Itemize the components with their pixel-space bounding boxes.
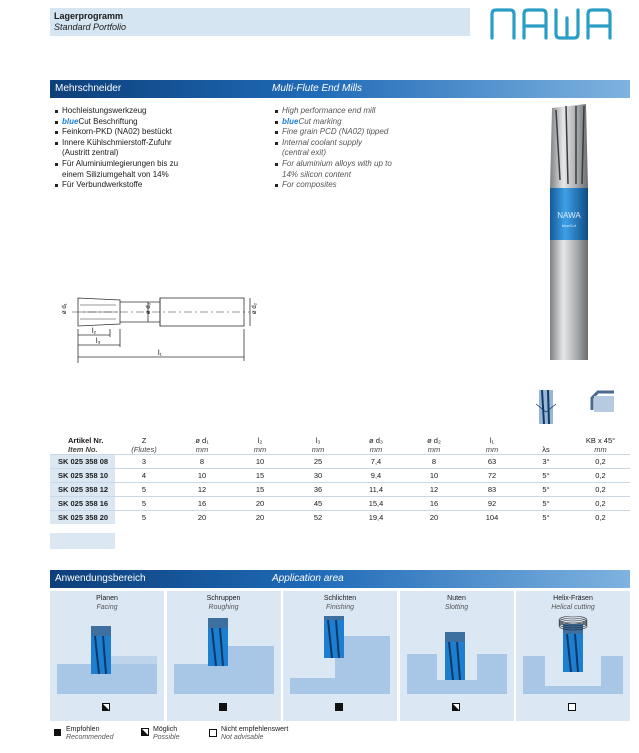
- feature-item-continued: (Austritt zentral): [62, 148, 119, 158]
- table-cell: 8: [405, 455, 463, 469]
- table-cell: 10: [173, 469, 231, 483]
- table-cell: 36: [289, 483, 347, 497]
- table-cell: 10: [405, 469, 463, 483]
- section-bar-application: [50, 570, 630, 588]
- table-cell: 25: [289, 455, 347, 469]
- item-number-cell: SK 025 358 16: [50, 497, 115, 511]
- catalog-subtitle: Standard Portfolio: [54, 22, 127, 32]
- features-list-de: [55, 106, 255, 191]
- col-header-d2: ø d₂ mm: [427, 436, 441, 454]
- table-cell: 9,4: [347, 469, 405, 483]
- tool-brand-label: NAWA: [557, 211, 581, 220]
- table-cell: 5°: [521, 483, 571, 497]
- application-illustration: [407, 616, 507, 694]
- col-header-l2: l₂ mm: [253, 436, 267, 454]
- table-cell: 5°: [521, 511, 571, 525]
- dim-l2-label: l₂: [92, 328, 97, 335]
- feature-item-continued: (central exit): [282, 148, 327, 158]
- possible-symbol-icon: [141, 728, 149, 736]
- application-name-de: Helix-Fräsen: [553, 595, 593, 602]
- table-cell: 7,4: [347, 455, 405, 469]
- application-illustration: [523, 616, 623, 694]
- recommended-symbol-icon: [54, 729, 61, 736]
- legend-item-not-advisable: Nicht empfehlenswert Not advisable: [209, 726, 288, 742]
- table-cell: 8: [173, 455, 231, 469]
- tool-bluecut-label: blueCut: [562, 223, 576, 228]
- application-helical-cutting: [516, 591, 630, 721]
- table-cell: 15: [231, 483, 289, 497]
- table-cell: 19,4: [347, 511, 405, 525]
- application-name-de: Schruppen: [206, 595, 241, 602]
- legend-item-possible: Möglich Possible: [141, 726, 179, 742]
- item-number-cell: SK 025 358 10: [50, 469, 115, 483]
- legend-item-recommended: Empfohlen Recommended: [54, 726, 113, 742]
- table-cell: 15,4: [347, 497, 405, 511]
- application-name-de: Planen: [96, 595, 118, 602]
- table-header-row: [50, 432, 630, 455]
- table-cell: 12: [173, 483, 231, 497]
- col-header-l3: l₃ mm: [311, 436, 325, 454]
- section-title-en: Multi-Flute End Mills: [272, 83, 363, 94]
- application-name-en: Helical cutting: [551, 604, 595, 611]
- section-title-de: Anwendungsbereich: [55, 573, 146, 584]
- application-name-en: Facing: [96, 604, 118, 611]
- table-cell: 0,2: [571, 469, 630, 483]
- features-list-en: [275, 106, 475, 191]
- col-header-l1: l₁ mm: [485, 436, 499, 454]
- application-name-de: Nuten: [447, 595, 466, 602]
- feature-item: Hochleistungswerkzeug: [55, 106, 255, 117]
- table-cell: 5°: [521, 469, 571, 483]
- tool-dimension-drawing: [50, 285, 270, 365]
- table-cell: 0,2: [571, 511, 630, 525]
- table-cell: 104: [463, 511, 521, 525]
- table-cell: 52: [289, 511, 347, 525]
- feature-item-continued: einem Siliziumgehalt von 14%: [62, 169, 169, 179]
- application-illustration: [174, 616, 274, 694]
- table-cell: 3°: [521, 455, 571, 469]
- col-header-flutes: Z (Flutes): [131, 436, 157, 454]
- not-advisable-symbol-icon: [209, 729, 217, 737]
- recommended-symbol-icon: [335, 703, 343, 711]
- feature-item: For aluminium alloys with up to: [275, 159, 475, 170]
- application-name-en: Slotting: [444, 604, 469, 611]
- section-bar-multi-flute: [50, 80, 630, 98]
- table-cell: 0,2: [571, 497, 630, 511]
- dim-d3-label: ø d₃: [146, 302, 152, 314]
- table-cell: 16: [405, 497, 463, 511]
- section-title-en: Application area: [272, 573, 344, 584]
- item-number-cell: SK 025 358 12: [50, 483, 115, 497]
- application-slotting: [400, 591, 514, 721]
- helix-angle-icon: [533, 386, 559, 428]
- application-finishing: [283, 591, 397, 721]
- table-cell: 30: [289, 469, 347, 483]
- table-cell: 20: [231, 511, 289, 525]
- table-cell: 4: [115, 469, 173, 483]
- nawa-logo: [488, 4, 634, 44]
- feature-item: Für Verbundwerkstoffe: [55, 180, 255, 191]
- feature-item: High performance end mill: [275, 106, 475, 117]
- table-cell: 0,2: [571, 483, 630, 497]
- feature-item: Internal coolant supply: [275, 138, 475, 149]
- product-table: [50, 432, 630, 524]
- application-facing: [50, 591, 164, 721]
- item-number-cell: SK 025 358 08: [50, 455, 115, 469]
- table-cell: 20: [173, 511, 231, 525]
- catalog-title: Lagerprogramm: [54, 11, 124, 21]
- end-mill-photo: [540, 100, 600, 365]
- table-row: [50, 497, 630, 511]
- table-footer-spacer: [50, 533, 115, 549]
- header-banner: [50, 8, 470, 36]
- feature-item: Fine grain PCD (NA02) tipped: [275, 127, 475, 138]
- table-row: [50, 511, 630, 525]
- table-cell: 12: [405, 483, 463, 497]
- table-cell: 63: [463, 455, 521, 469]
- dim-d1-label: ø d₁: [62, 303, 68, 314]
- table-cell: 5: [115, 511, 173, 525]
- table-cell: 3: [115, 455, 173, 469]
- application-name-en: Roughing: [208, 604, 239, 611]
- feature-item: blueCut Beschriftung: [55, 117, 255, 128]
- feature-item: Innere Kühlschmierstoff-Zufuhr: [55, 138, 255, 149]
- section-title-de: Mehrschneider: [55, 83, 122, 94]
- col-header-d1: ø d₁ mm: [195, 436, 209, 454]
- application-name-de: Schlichten: [323, 595, 357, 602]
- possible-symbol-icon: [452, 703, 460, 711]
- dim-l3-label: l₃: [96, 338, 101, 345]
- feature-item: Für Aluminiumlegierungen bis zu: [55, 159, 255, 170]
- table-cell: 5: [115, 483, 173, 497]
- possible-symbol-icon: [102, 703, 110, 711]
- table-cell: 16: [173, 497, 231, 511]
- application-roughing: [167, 591, 281, 721]
- table-cell: 5: [115, 497, 173, 511]
- table-cell: 20: [405, 511, 463, 525]
- recommended-symbol-icon: [219, 703, 227, 711]
- table-cell: 5°: [521, 497, 571, 511]
- table-cell: 92: [463, 497, 521, 511]
- feature-item: Feinkorn-PKD (NA02) bestückt: [55, 127, 255, 138]
- table-cell: 0,2: [571, 455, 630, 469]
- table-cell: 10: [231, 455, 289, 469]
- col-header-kb: KB x 45° mm: [585, 436, 616, 454]
- feature-item: For composites: [275, 180, 475, 191]
- table-cell: 45: [289, 497, 347, 511]
- col-header-d3: ø d₃ mm: [369, 436, 383, 454]
- table-cell: 83: [463, 483, 521, 497]
- table-row: [50, 455, 630, 469]
- item-number-cell: SK 025 358 20: [50, 511, 115, 525]
- table-cell: 20: [231, 497, 289, 511]
- col-header-lambda: λs: [542, 445, 550, 454]
- table-row: [50, 483, 630, 497]
- application-name-en: Finishing: [325, 604, 354, 611]
- application-illustration: [57, 616, 157, 694]
- feature-item: blueCut marking: [275, 117, 475, 128]
- table-row: [50, 469, 630, 483]
- table-cell: 11,4: [347, 483, 405, 497]
- not-advisable-symbol-icon: [568, 703, 576, 711]
- dim-d2-label: ø d₂: [252, 303, 258, 314]
- col-header-item: Artikel Nr. Item No.: [68, 436, 104, 454]
- chamfer-icon: [590, 390, 616, 414]
- feature-item-continued: 14% silicon content: [282, 169, 351, 179]
- application-grid: [50, 591, 630, 721]
- table-cell: 72: [463, 469, 521, 483]
- table-cell: 15: [231, 469, 289, 483]
- dim-l1-label: l₁: [158, 350, 162, 357]
- application-illustration: [290, 616, 390, 694]
